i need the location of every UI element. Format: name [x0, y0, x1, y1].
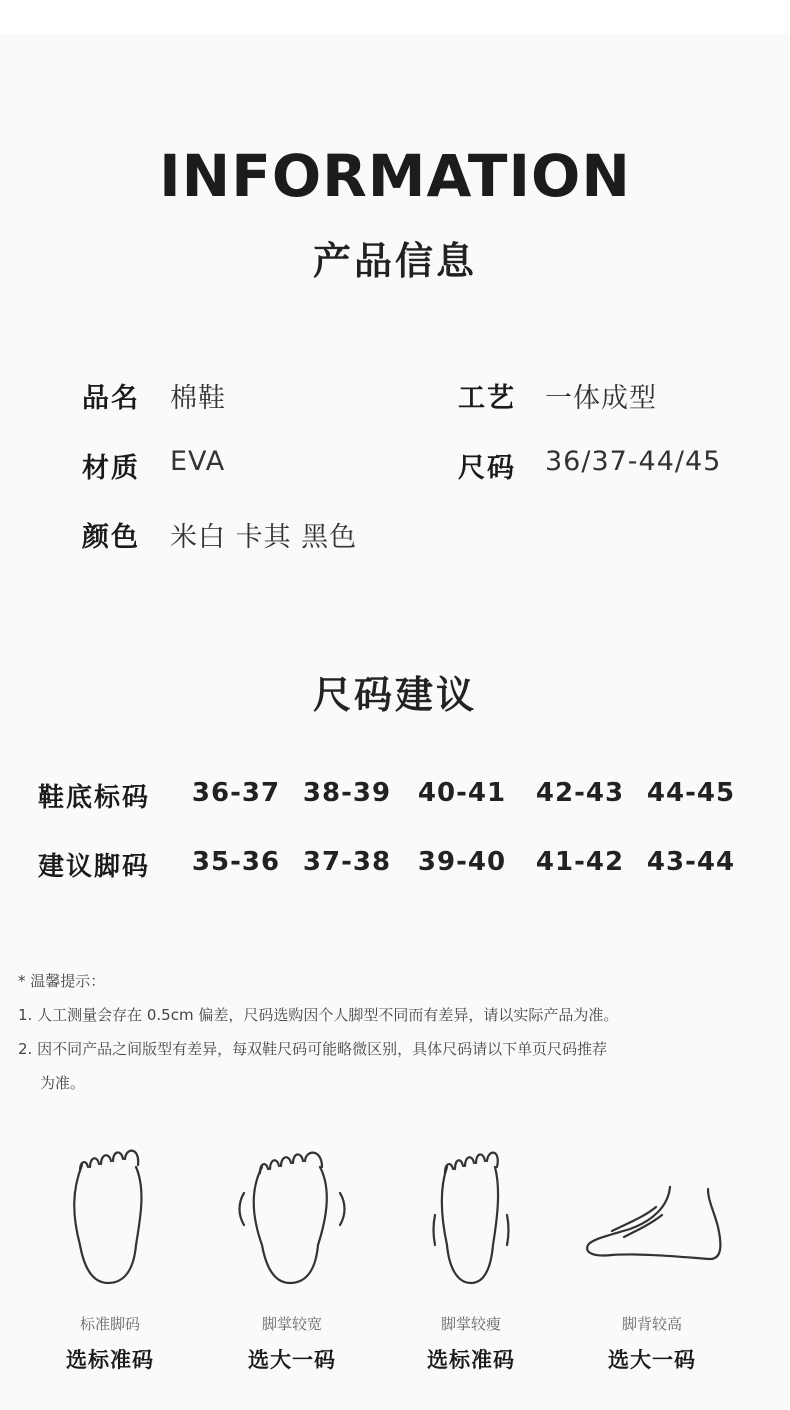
- foot-size-cell: 39-40: [417, 847, 507, 877]
- tips-line-2: 2. 因不同产品之间版型有差异，每双鞋尺码可能略微区别，具体尺码请以下单页尺码推荐: [18, 1040, 608, 1058]
- name-value: 棉鞋: [170, 383, 226, 414]
- color-value: 米白 卡其 黑色: [170, 522, 358, 553]
- foot-size-cell: 37-38: [302, 847, 392, 877]
- tips-line-1: 1. 人工测量会存在 0.5cm 偏差，尺码选购因个人脚型不同而有差异，请以实际产品为准。: [18, 1006, 619, 1024]
- size-suggestion-title: 尺码建议: [312, 673, 477, 717]
- color-label: 颜色: [82, 522, 140, 553]
- sole-size-cell: 38-39: [302, 778, 392, 808]
- foot-advice: 选大一码: [608, 1348, 696, 1372]
- foot-size-cell: 35-36: [191, 847, 281, 877]
- size-range-label: 尺码: [458, 453, 516, 484]
- sole-size-label: 鞋底标码: [38, 783, 151, 813]
- sole-size-cell: 36-37: [191, 778, 281, 808]
- foot-caption: 脚掌较瘦: [440, 1315, 501, 1333]
- sole-size-cell: 42-43: [535, 778, 625, 808]
- page-title-cn: 产品信息: [312, 239, 477, 283]
- foot-size-label: 建议脚码: [38, 852, 151, 882]
- page-title-en: INFORMATION: [159, 142, 631, 210]
- foot-advice: 选大一码: [248, 1348, 336, 1372]
- foot-advice: 选标准码: [427, 1348, 515, 1372]
- sole-size-cell: 44-45: [646, 778, 736, 808]
- craft-value: 一体成型: [545, 383, 657, 414]
- material-label: 材质: [82, 453, 140, 484]
- tips-line-2-cont: 为准。: [40, 1074, 86, 1092]
- sole-size-cell: 40-41: [417, 778, 507, 808]
- size-range-value: 36/37-44/45: [545, 446, 722, 477]
- craft-label: 工艺: [458, 383, 516, 414]
- foot-narrow-icon: [381, 1145, 561, 1295]
- tips-block: [18, 964, 778, 1100]
- foot-standard-icon: [20, 1145, 200, 1295]
- foot-caption: 标准脚码: [79, 1315, 140, 1333]
- foot-advice: 选标准码: [66, 1348, 154, 1372]
- foot-high-instep-icon: [562, 1145, 742, 1295]
- foot-caption: 脚掌较宽: [261, 1315, 322, 1333]
- top-strip: [0, 0, 790, 34]
- material-value: EVA: [170, 446, 226, 477]
- foot-size-cell: 43-44: [646, 847, 736, 877]
- foot-caption: 脚背较高: [621, 1315, 682, 1333]
- tips-heading: * 温馨提示：: [18, 972, 106, 990]
- name-label: 品名: [82, 383, 140, 414]
- foot-size-cell: 41-42: [535, 847, 625, 877]
- foot-wide-icon: [202, 1145, 382, 1295]
